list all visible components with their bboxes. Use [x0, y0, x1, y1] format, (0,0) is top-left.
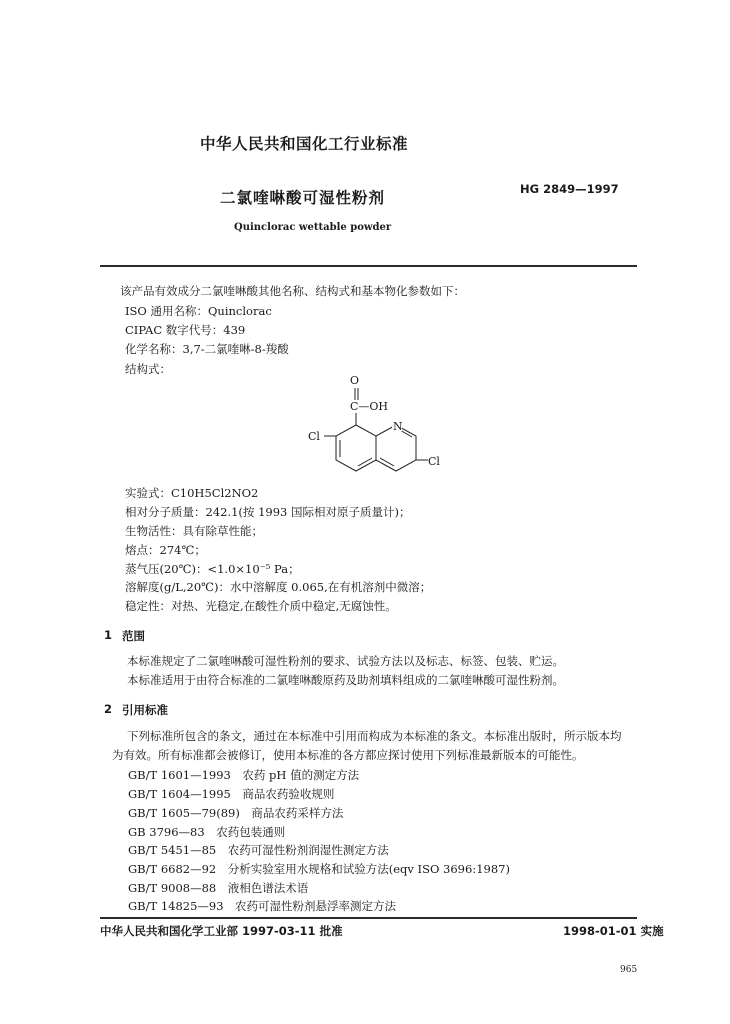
section-1-paragraph-1: 本标准规定了二氯喹啉酸可湿性粉剂的要求、试验方法以及标志、标签、包装、贮运。: [127, 654, 564, 668]
section-2-paragraph-line-2: 为有效。所有标准都会被修订，使用本标准的各方都应探讨使用下列标准最新版本的可能性。: [112, 748, 584, 762]
bio-activity: 生物活性：具有除草性能；: [125, 524, 263, 538]
nitrogen-label: N: [393, 420, 403, 433]
reference-item: GB/T 14825—93 农药可湿性粉剂悬浮率测定方法: [128, 899, 397, 913]
iso-name: ISO 通用名称：Quinclorac: [125, 304, 272, 318]
section-1-heading: 范围: [122, 629, 145, 643]
benzene-ring: [336, 425, 376, 471]
standard-number: HG 2849—1997: [520, 182, 619, 196]
carboxyl-label: C—OH: [350, 400, 389, 413]
reference-item: GB 3796—83 农药包装通则: [128, 825, 286, 839]
footer-divider: [100, 917, 637, 919]
melting-point: 熔点：274℃；: [125, 543, 206, 557]
reference-item: GB/T 9008—88 液相色谱法术语: [128, 881, 309, 895]
document-title: 二氯喹啉酸可湿性粉剂: [220, 189, 386, 207]
section-2-number: 2: [104, 702, 113, 716]
left-chloro-label: Cl: [308, 430, 320, 443]
carbonyl-oxygen-label: O: [350, 374, 360, 387]
implementation-date: 1998-01-01 实施: [563, 924, 664, 938]
reference-item: GB/T 5451—85 农药可湿性粉剂润湿性测定方法: [128, 843, 389, 857]
section-1-number: 1: [104, 628, 113, 642]
right-chloro-label: Cl: [428, 455, 440, 468]
section-1-paragraph-2: 本标准适用于由符合标准的二氯喹啉酸原药及助剂填料组成的二氯喹啉酸可湿性粉剂。: [127, 673, 564, 687]
approval-line: 中华人民共和国化学工业部 1997-03-11 批准: [100, 924, 343, 938]
ring-double-bond-2: [358, 458, 372, 466]
structure-label: 结构式：: [125, 362, 171, 376]
molecular-weight: 相对分子质量：242.1(按 1993 国际相对原子质量计)；: [125, 505, 411, 519]
reference-item: GB/T 1604—1995 商品农药验收规则: [128, 787, 335, 801]
issuing-body-heading: 中华人民共和国化工行业标准: [200, 135, 409, 153]
chemical-name: 化学名称：3,7-二氯喹啉-8-羧酸: [125, 342, 289, 356]
header-divider: [100, 265, 637, 267]
page-number: 965: [620, 965, 638, 975]
section-2-paragraph-line-1: 下列标准所包含的条文，通过在本标准中引用而构成为本标准的条文。本标准出版时，所示版本均: [127, 729, 622, 743]
reference-item: GB/T 1601—1993 农药 pH 值的测定方法: [128, 768, 360, 782]
empirical-formula: 实验式：C10H5Cl2NO2: [125, 486, 259, 500]
structural-formula: [300, 370, 470, 480]
vapor-pressure: 蒸气压(20℃)：<1.0×10⁻⁵ Pa；: [125, 562, 300, 576]
reference-item: GB/T 6682—92 分析实验室用水规格和试验方法(eqv ISO 3696:1987): [128, 862, 510, 876]
solubility: 溶解度(g/L,20℃)：水中溶解度 0.065,在有机溶剂中微溶；: [125, 580, 432, 594]
cipac-code: CIPAC 数字代号：439: [125, 323, 246, 337]
section-2-heading: 引用标准: [122, 703, 168, 717]
stability: 稳定性：对热、光稳定,在酸性介质中稳定,无腐蚀性。: [125, 599, 397, 613]
reference-item: GB/T 1605—79(89) 商品农药采样方法: [128, 806, 344, 820]
english-title: Quinclorac wettable powder: [234, 222, 392, 233]
intro-lead: 该产品有效成分二氯喹啉酸其他名称、结构式和基本物化参数如下：: [120, 284, 465, 298]
ring-double-bond-4: [380, 458, 394, 466]
